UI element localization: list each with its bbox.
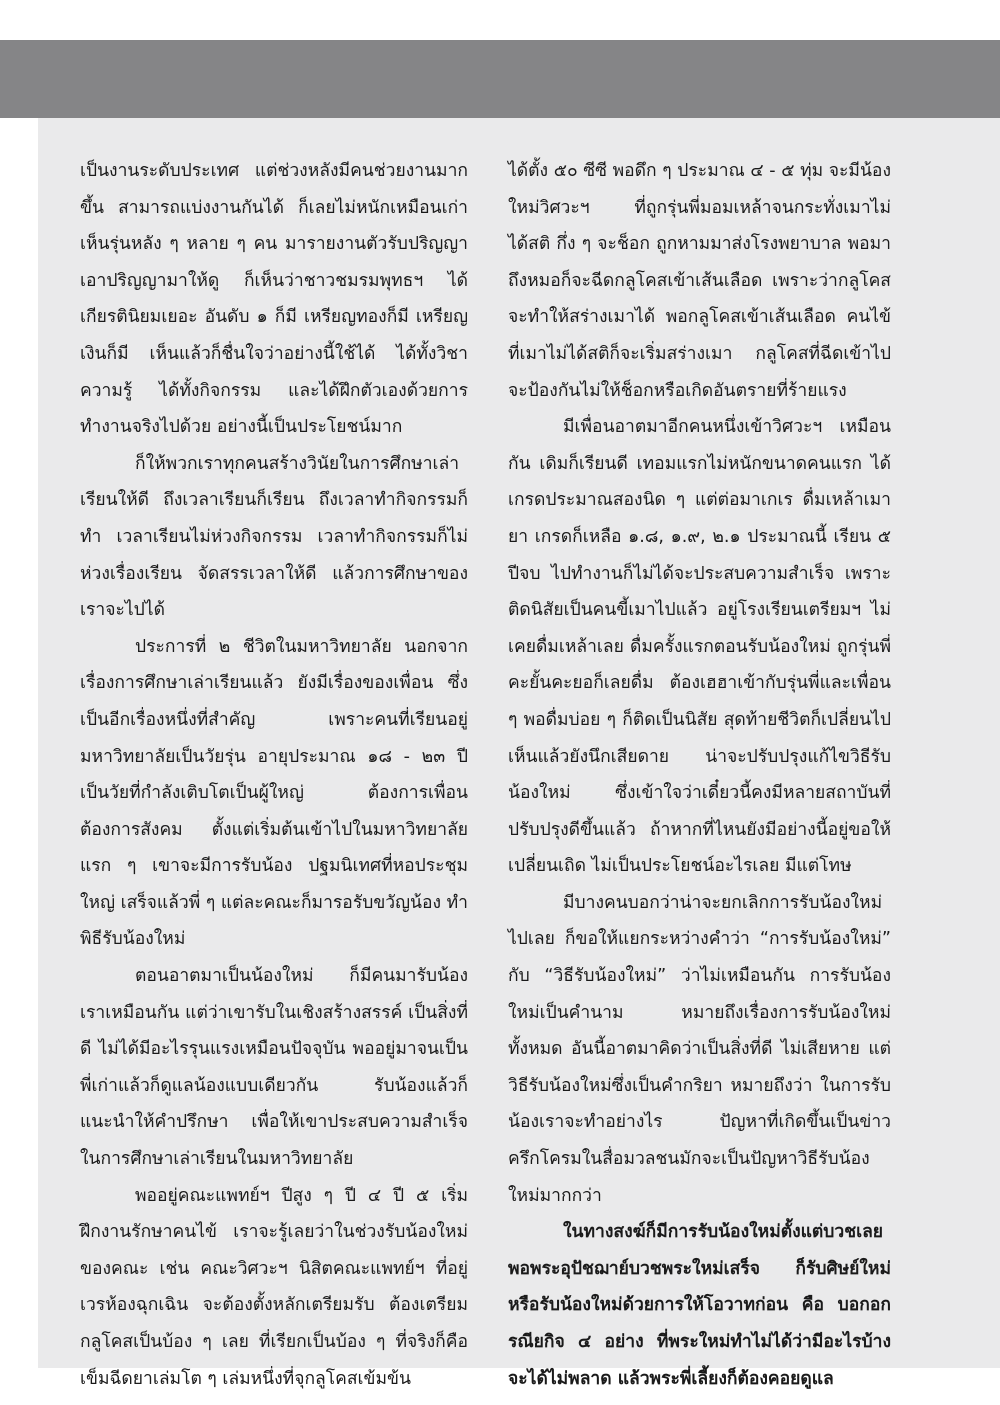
paragraph: ได้ตั้ง ๕๐ ซีซี พอดึก ๆ ประมาณ ๔ - ๕ ทุ่ม จะมีน้องใหม่วิศวะฯ ที่ถูกรุ่นพี่มอมเหล้าจนกระทั่งเมาไม่ได้สติ กึ่ง ๆ จะช็อก ถูกหามมาส่งโรงพยาบาล พอมาถึงหมอก็จะฉีดกลูโคสเข้าเส้นเลือด เพราะว่ากลูโคสจะทำให้สร่างเมาได้ พอกลูโคสเข้าเส้นเลือด คนไข้ที่เมาไม่ได้สติก็จะเริ่มสร่างเมา กลูโคสที่ฉีดเข้าไปจะป้องกันไม่ให้ช็อกหรือเกิดอันตรายที่ร้ายแรง (508, 161, 891, 401)
header-band (0, 40, 1000, 118)
bold-paragraph: ในทางสงฆ์ก็มีการรับน้องใหม่ตั้งแต่บวชเลย พอพระอุปัชฌาย์บวชพระใหม่เสร็จ ก็รับศิษย์ใหม่หรือรับน้องใหม่ด้วยการให้โอวาทก่อน คือ บอกอกรณียกิจ ๔ อย่าง ที่พระใหม่ทำไม่ได้ว่ามีอะไรบ้าง จะได้ไม่พลาด แล้วพระพี่เลี้ยงก็ต้องคอยดูแล (508, 1222, 891, 1389)
paragraph: ตอนอาตมาเป็นน้องใหม่ ก็มีคนมารับน้อง เราเหมือนกัน แต่ว่าเขารับในเชิงสร้างสรรค์ เป็นสิ่งที่ดี ไม่ได้มีอะไรรุนแรงเหมือนปัจจุบัน พออยู่มาจนเป็นพี่เก่าแล้วก็ดูแลน้องแบบเดียวกัน รับน้องแล้วก็แนะนำให้คำปรึกษา เพื่อให้เขาประสบความสำเร็จในการศึกษาเล่าเรียนในมหาวิทยาลัย (80, 966, 468, 1170)
paragraph: ประการที่ ๒ ชีวิตในมหาวิทยาลัย นอกจากเรื่องการศึกษาเล่าเรียนแล้ว ยังมีเรื่องของเพื่อน ซึ่งเป็นอีกเรื่องหนึ่งที่สำคัญ เพราะคนที่เรียนอยู่มหาวิทยาลัยเป็นวัยรุ่น อายุประมาณ ๑๘ - ๒๓ ปี เป็นวัยที่กำลังเติบโตเป็นผู้ใหญ่ ต้องการเพื่อน ต้องการสังคม ตั้งแต่เริ่มต้นเข้าไปในมหาวิทยาลัยแรก ๆ เขาจะมีการรับน้อง ปฐมนิเทศที่หอประชุมใหญ่ เสร็จแล้วพี่ ๆ แต่ละคณะก็มารอรับขวัญน้อง ทำพิธีรับน้องใหม่ (80, 636, 468, 950)
left-column (80, 153, 468, 1397)
paragraph: มีบางคนบอกว่าน่าจะยกเลิกการรับน้องใหม่ไปเลย ก็ขอให้แยกระหว่างคำว่า “การรับน้องใหม่” กับ “วิธีรับน้องใหม่” ว่าไม่เหมือนกัน การรับน้องใหม่เป็นคำนาม หมายถึงเรื่องการรับน้องใหม่ทั้งหมด อันนี้อาตมาคิดว่าเป็นสิ่งที่ดี ไม่เสียหาย แต่วิธีรับน้องใหม่ซึ่งเป็นคำกริยา หมายถึงว่า ในการรับน้องเราจะทำอย่างไร ปัญหาที่เกิดขึ้นเป็นข่าวครึกโครมในสื่อมวลชนมักจะเป็นปัญหาวิธีรับน้องใหม่มากกว่า (508, 892, 891, 1206)
paragraph: มีเพื่อนอาตมาอีกคนหนึ่งเข้าวิศวะฯ เหมือนกัน เดิมก็เรียนดี เทอมแรกไม่หนักขนาดคนแรก ได้เกรดประมาณสองนิด ๆ แต่ต่อมาเกเร ดื่มเหล้าเมายา เกรดก็เหลือ ๑.๘, ๑.๙, ๒.๑ ประมาณนี้ เรียน ๕ ปีจบ ไปทำงานก็ไม่ได้จะประสบความสำเร็จ เพราะติดนิสัยเป็นคนขี้เมาไปแล้ว อยู่โรงเรียนเตรียมฯ ไม่เคยดื่มเหล้าเลย ดื่มครั้งแรกตอนรับน้องใหม่ ถูกรุ่นพี่คะยั้นคะยอก็เลยดื่ม ต้องเฮฮาเข้ากับรุ่นพี่และเพื่อน ๆ พอดื่มบ่อย ๆ ก็ติดเป็นนิสัย สุดท้ายชีวิตก็เปลี่ยนไป เห็นแล้วยังนึกเสียดาย น่าจะปรับปรุงแก้ไขวิธีรับน้องใหม่ ซึ่งเข้าใจว่าเดี๋ยวนี้คงมีหลายสถาบันที่ปรับปรุงดีขึ้นแล้ว ถ้าหากที่ไหนยังมีอย่างนี้อยู่ขอให้เปลี่ยนเถิด ไม่เป็นประโยชน์อะไรเลย มีแต่โทษ (508, 417, 891, 877)
right-column (508, 153, 891, 1397)
paragraph: พออยู่คณะแพทย์ฯ ปีสูง ๆ ปี ๔ ปี ๕ เริ่มฝึกงานรักษาคนไข้ เราจะรู้เลยว่าในช่วงรับน้องใหม่ของคณะ เช่น คณะวิศวะฯ นิสิตคณะแพทย์ฯ ที่อยู่เวรห้องฉุกเฉิน จะต้องตั้งหลักเตรียมรับ ต้องเตรียมกลูโคสเป็นบ้อง ๆ เลย ที่เรียกเป็นบ้อง ๆ ที่จริงก็คือ เข็มฉีดยาเล่มโต ๆ เล่มหนึ่งที่จุกลูโคสเข้มข้น (80, 1185, 468, 1389)
paragraph: ก็ให้พวกเราทุกคนสร้างวินัยในการศึกษาเล่าเรียนให้ดี ถึงเวลาเรียนก็เรียน ถึงเวลาทำกิจกรรมก็ทำ เวลาเรียนไม่ห่วงกิจกรรม เวลาทำกิจกรรมก็ไม่ห่วงเรื่องเรียน จัดสรรเวลาให้ดี แล้วการศึกษาของเราจะไปได้ (80, 453, 468, 621)
paragraph: เป็นงานระดับประเทศ แต่ช่วงหลังมีคนช่วยงานมากขึ้น สามารถแบ่งงานกันได้ ก็เลยไม่หนักเหมือนเก่า เห็นรุ่นหลัง ๆ หลาย ๆ คน มารายงานตัวรับปริญญา เอาปริญญามาให้ดู ก็เห็นว่าชาวชมรมพุทธฯ ได้เกียรตินิยมเยอะ อันดับ ๑ ก็มี เหรียญทองก็มี เหรียญเงินก็มี เห็นแล้วก็ชื่นใจว่าอย่างนี้ใช้ได้ ได้ทั้งวิชาความรู้ ได้ทั้งกิจกรรม และได้ฝึกตัวเองด้วยการทำงานจริงไปด้วย อย่างนี้เป็นประโยชน์มาก (80, 161, 468, 438)
